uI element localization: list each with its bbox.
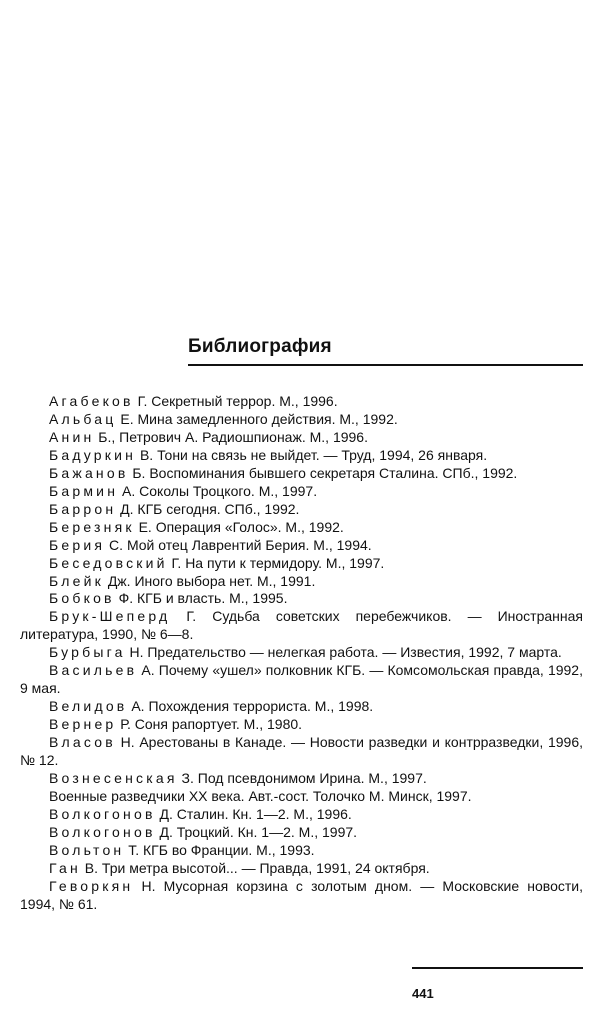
entry-text: Дж. Иного выбора нет. М., 1991.: [103, 572, 316, 589]
bibliography-entry: [20, 842, 583, 860]
bibliography-entry: [20, 698, 583, 716]
entry-text: Е. Мина замедленного действия. М., 1992.: [116, 410, 398, 427]
entry-author: Бобков: [49, 590, 115, 607]
entry-author: Волкогонов: [49, 823, 156, 840]
bibliography-entry: [20, 411, 583, 429]
bibliography-entry: [20, 824, 583, 842]
entry-author: Бурбыга: [49, 644, 126, 661]
bibliography-entry: [20, 734, 583, 770]
bibliography-entry: [20, 519, 583, 537]
entry-text: Т. КГБ во Франции. М., 1993.: [124, 841, 315, 858]
bibliography-entry: [20, 573, 583, 591]
bibliography-entry: [20, 788, 583, 806]
bibliography-entry: [20, 806, 583, 824]
entry-text: Б., Петрович А. Радиошпионаж. М., 1996.: [94, 428, 368, 445]
entry-author: Бармин: [49, 482, 119, 499]
entry-author: Брук-Шеперд: [49, 608, 171, 625]
entry-author: Геворкян: [49, 877, 134, 894]
bibliography-entry: [20, 555, 583, 573]
entry-text: Н. Арестованы в Канаде. — Новости разведки и контрразведки, 1996, № 12.: [20, 734, 583, 769]
entry-text: Военные разведчики XX века. Авт.-сост. Толочко М. Минск, 1997.: [49, 787, 472, 804]
bibliography-list: [20, 393, 583, 914]
bibliography-entry: [20, 501, 583, 519]
entry-author: Бажанов: [49, 464, 129, 481]
entry-text: А. Соколы Троцкого. М., 1997.: [118, 482, 318, 499]
entry-author: Волкогонов: [49, 805, 156, 822]
bibliography-entry: [20, 393, 583, 411]
bibliography-entry: [20, 644, 583, 662]
bibliography-entry: [20, 860, 583, 878]
entry-author: Баррон: [49, 500, 117, 517]
entry-text: Р. Соня рапортует. М., 1980.: [116, 716, 303, 733]
bibliography-entry: [20, 608, 583, 644]
entry-text: А. Почему «ушел» полковник КГБ. — Комсомольская правда, 1992, 9 мая.: [20, 662, 583, 697]
entry-text: А. Похождения террориста. М., 1998.: [127, 698, 374, 715]
entry-text: Г. На пути к термидору. М., 1997.: [167, 554, 385, 571]
entry-text: Д. Сталин. Кн. 1—2. М., 1996.: [155, 805, 352, 822]
entry-text: Д. КГБ сегодня. СПб., 1992.: [116, 500, 300, 517]
bibliography-entry: [20, 770, 583, 788]
entry-text: Н. Предательство — нелегкая работа. — Известия, 1992, 7 марта.: [125, 644, 562, 661]
bibliography-entry: [20, 447, 583, 465]
bibliography-entry: [20, 429, 583, 447]
entry-author: Альбац: [49, 410, 117, 427]
entry-text: Г. Судьба советских перебежчиков. — Иностранная литература, 1990, № 6—8.: [20, 608, 583, 643]
entry-author: Власов: [49, 734, 116, 751]
entry-author: Березняк: [49, 518, 135, 535]
entry-author: Берия: [49, 536, 106, 553]
entry-text: С. Мой отец Лаврентий Берия. М., 1994.: [105, 536, 372, 553]
entry-author: Анин: [49, 428, 95, 445]
bibliography-entry: [20, 537, 583, 555]
bibliography-entry: [20, 483, 583, 501]
bibliography-entry: [20, 716, 583, 734]
title-underline: [188, 364, 583, 366]
entry-text: Е. Операция «Голос». М., 1992.: [134, 518, 344, 535]
entry-author: Вознесенская: [49, 770, 178, 787]
entry-text: Д. Троцкий. Кн. 1—2. М., 1997.: [155, 823, 358, 840]
entry-text: Б. Воспоминания бывшего секретаря Сталина. СПб., 1992.: [128, 464, 518, 481]
entry-author: Вольтон: [49, 841, 125, 858]
entry-text: Ф. КГБ и власть. М., 1995.: [114, 590, 288, 607]
bibliography-entry: [20, 878, 583, 914]
bibliography-entry: [20, 465, 583, 483]
entry-author: Ган: [49, 859, 81, 876]
entry-author: Велидов: [49, 698, 128, 715]
entry-author: Васильев: [49, 662, 138, 679]
entry-text: Г. Секретный террор. М., 1996.: [133, 393, 338, 409]
entry-author: Вернер: [49, 716, 117, 733]
entry-author: Беседовский: [49, 554, 168, 571]
entry-author: Блейк: [49, 572, 104, 589]
bibliography-entry: [20, 662, 583, 698]
entry-text: З. Под псевдонимом Ирина. М., 1997.: [177, 770, 427, 787]
entry-text: В. Тони на связь не выйдет. — Труд, 1994, 26 января.: [136, 446, 488, 463]
entry-author: Бадуркин: [49, 446, 137, 463]
bibliography-entry: [20, 590, 583, 608]
page-title: Библиография: [188, 336, 332, 357]
page-number: 441: [412, 986, 434, 1001]
entry-text: Н. Мусорная корзина с золотым дном. — Московские новости, 1994, № 61.: [20, 877, 583, 912]
footer-rule: [412, 967, 583, 969]
entry-author: Агабеков: [49, 393, 134, 409]
entry-text: В. Три метра высотой... — Правда, 1991, 24 октября.: [80, 859, 430, 876]
